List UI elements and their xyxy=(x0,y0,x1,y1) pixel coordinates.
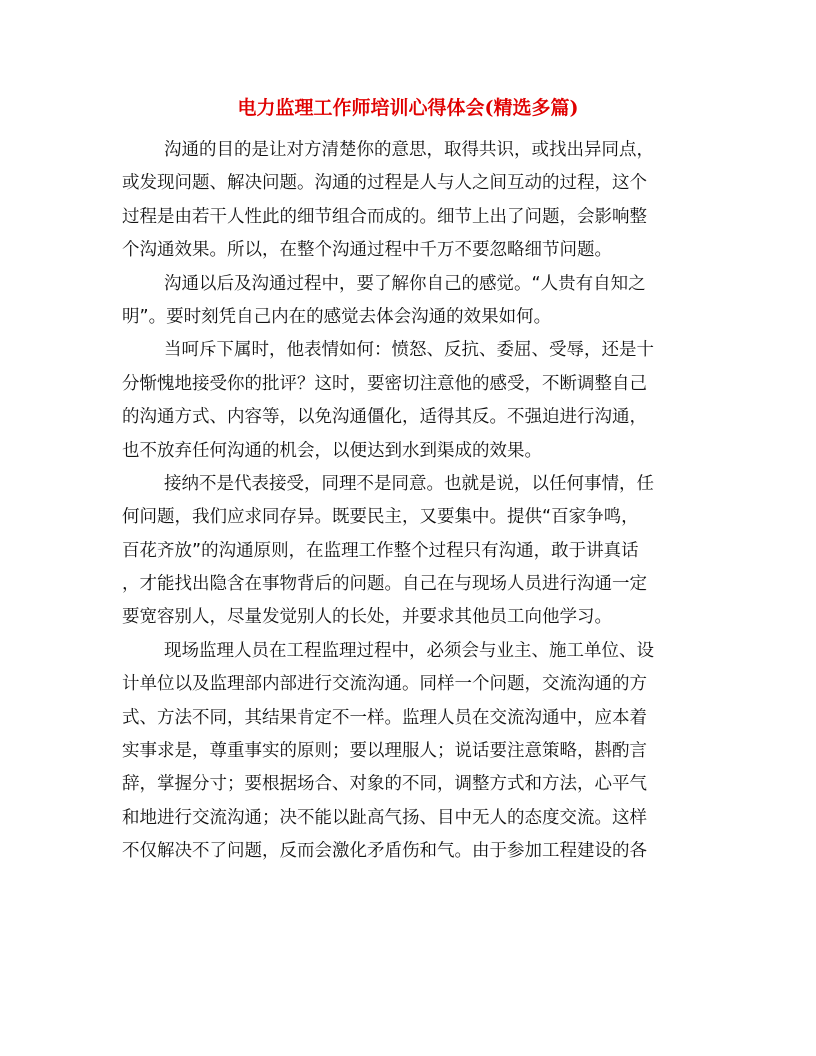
text-line: 个沟通效果。所以，在整个沟通过程中千万不要忽略细节问题。 xyxy=(122,240,612,261)
text-line: 现场监理人员在工程监理过程中，必须会与业主、施工单位、设 xyxy=(164,640,654,661)
text-line: 的沟通方式、内容等，以免沟通僵化，适得其反。不强迫进行沟通， xyxy=(122,407,647,428)
text-line: 当呵斥下属时，他表情如何：愤怒、反抗、委屈、受辱，还是十 xyxy=(164,340,654,361)
text-line: 式、方法不同，其结果肯定不一样。监理人员在交流沟通中，应本着 xyxy=(122,707,647,728)
document-title: 电力监理工作师培训心得体会(精选多篇) xyxy=(237,97,579,119)
text-line: 百花齐放”的沟通原则，在监理工作整个过程只有沟通，敢于讲真话 xyxy=(122,540,639,561)
text-line: 过程是由若干人性此的细节组合而成的。细节上出了问题，会影响整 xyxy=(122,206,647,227)
text-line: 明”。要时刻凭自己内在的感觉去体会沟通的效果如何。 xyxy=(122,306,552,327)
text-line: 沟通以后及沟通过程中，要了解你自己的感觉。“人贵有自知之 xyxy=(164,273,646,294)
text-line: 和地进行交流沟通；决不能以趾高气扬、目中无人的态度交流。这样 xyxy=(122,807,647,828)
document-body xyxy=(122,134,696,869)
text-line: 分惭愧地接受你的批评？这时，要密切注意他的感受，不断调整自己 xyxy=(122,373,647,394)
text-line: 辞，掌握分寸；要根据场合、对象的不同，调整方式和方法，心平气 xyxy=(122,774,647,795)
text-line: 不仅解决不了问题，反而会激化矛盾伤和气。由于参加工程建设的各 xyxy=(122,841,647,862)
text-line: 接纳不是代表接受，同理不是同意。也就是说，以任何事情，任 xyxy=(164,473,654,494)
text-line: 要宽容别人，尽量发觉别人的长处，并要求其他员工向他学习。 xyxy=(122,607,612,628)
text-line: 何问题，我们应求同存异。既要民主，又要集中。提供“百家争鸣， xyxy=(122,507,639,528)
text-line: 或发现问题、解决问题。沟通的过程是人与人之间互动的过程，这个 xyxy=(122,173,647,194)
text-line: 也不放弃任何沟通的机会，以便达到水到渠成的效果。 xyxy=(122,440,542,461)
text-line: 实事求是，尊重事实的原则；要以理服人；说话要注意策略，斟酌言 xyxy=(122,741,647,762)
text-line: ，才能找出隐含在事物背后的问题。自己在与现场人员进行沟通一定 xyxy=(122,574,647,595)
text-line: 沟通的目的是让对方清楚你的意思，取得共识，或找出异同点， xyxy=(164,140,654,160)
text-line: 计单位以及监理部内部进行交流沟通。同样一个问题，交流沟通的方 xyxy=(122,674,647,695)
